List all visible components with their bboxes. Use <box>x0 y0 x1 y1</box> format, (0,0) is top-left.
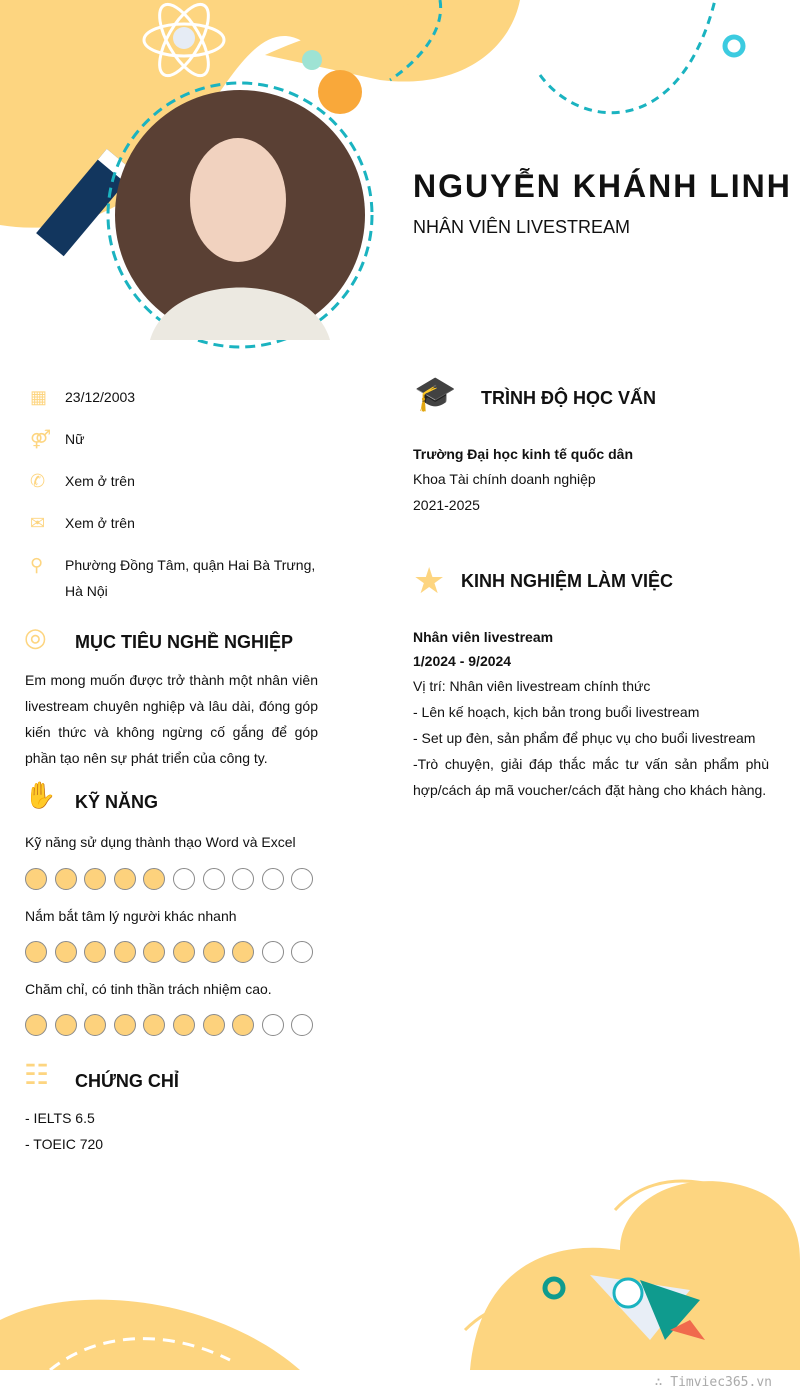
school-name: Trường Đại học kinh tế quốc dân <box>413 446 633 462</box>
experience-heading: KINH NGHIỆM LÀM VIỆC <box>461 571 674 591</box>
skills-heading: KỸ NĂNG <box>75 792 159 812</box>
rating-dot-filled <box>114 868 136 890</box>
rating-dot-filled <box>232 1014 254 1036</box>
certificate-item: - IELTS 6.5 <box>25 1110 95 1126</box>
watermark: ∴ Timviec365.vn <box>654 1375 772 1390</box>
rating-dot-filled <box>25 941 47 963</box>
rating-dot-filled <box>55 1014 77 1036</box>
certificates-heading: CHỨNG CHỈ <box>75 1071 179 1091</box>
rating-dot-empty <box>291 941 313 963</box>
job-description: Vị trí: Nhân viên livestream chính thức - Lên kế hoạch, kịch bản trong buổi livestream - Set up đèn, sản phẩm để phục vụ cho buổi livestream -Trò chuyện, giải đáp thắc mắc tư vấn sản phẩm phù hợp/cách áp mã voucher/cách đặt hàng cho khách hàng. <box>413 678 769 798</box>
rating-dot-filled <box>84 868 106 890</box>
objective-heading: MỤC TIÊU NGHỀ NGHIỆP <box>75 632 294 652</box>
gender-icon: ⚤ <box>30 429 52 449</box>
star-icon: ★ <box>413 560 446 601</box>
rating-dot-filled <box>143 1014 165 1036</box>
rating-dot-filled <box>114 1014 136 1036</box>
skill-rating <box>25 868 313 890</box>
rating-dot-filled <box>114 941 136 963</box>
skill-rating <box>25 941 313 963</box>
rating-dot-filled <box>232 941 254 963</box>
skill-label: Kỹ năng sử dụng thành thạo Word và Excel <box>25 834 296 850</box>
rating-dot-filled <box>55 868 77 890</box>
candidate-title: NHÂN VIÊN LIVESTREAM <box>413 217 631 237</box>
email-icon: ✉ <box>30 513 46 533</box>
graduation-cap-icon: 🎓 <box>414 375 457 413</box>
rating-dot-filled <box>84 941 106 963</box>
contact-info <box>30 384 350 620</box>
education-years: 2021-2025 <box>413 497 480 513</box>
rating-dot-empty <box>173 868 195 890</box>
skill-label: Chăm chỉ, có tinh thần trách nhiệm cao. <box>25 981 272 997</box>
rating-dot-filled <box>173 941 195 963</box>
skill-rating <box>25 1014 313 1036</box>
location-icon: ⚲ <box>30 555 44 575</box>
candidate-name: NGUYỄN KHÁNH LINH <box>413 168 792 204</box>
ring-icon <box>725 37 743 55</box>
rating-dot-filled <box>203 941 225 963</box>
job-period: 1/2024 - 9/2024 <box>413 653 512 669</box>
rating-dot-empty <box>291 868 313 890</box>
objective-text: Em mong muốn được trở thành một nhân viên livestream chuyên nghiệp và lâu dài, đóng góp kiến thức và không ngừng cố gắng để góp phần tạo nên sự phát triển của công ty. <box>25 672 318 766</box>
rating-dot-filled <box>143 941 165 963</box>
rating-dot-filled <box>55 941 77 963</box>
rating-dot-empty <box>203 868 225 890</box>
target-icon: ◎ <box>24 622 47 652</box>
rating-dot-filled <box>84 1014 106 1036</box>
rating-dot-filled <box>25 1014 47 1036</box>
phone: Xem ở trên <box>65 473 135 489</box>
skill-label: Nắm bắt tâm lý người khác nhanh <box>25 908 237 924</box>
email: Xem ở trên <box>65 515 135 531</box>
profile-photo <box>108 83 372 347</box>
phone-icon: ✆ <box>30 471 46 491</box>
rating-dot-empty <box>262 868 284 890</box>
rating-dot-empty <box>232 868 254 890</box>
rating-dot-empty <box>262 1014 284 1036</box>
birthday: 23/12/2003 <box>65 389 136 405</box>
gender: Nữ <box>65 431 85 447</box>
checklist-icon: ☷ <box>24 1059 50 1090</box>
rating-dot-filled <box>173 1014 195 1036</box>
faculty: Khoa Tài chính doanh nghiệp <box>413 471 596 487</box>
hand-icon: ✋ <box>24 780 57 810</box>
rating-dot-empty <box>262 941 284 963</box>
job-title: Nhân viên livestream <box>413 629 554 645</box>
rating-dot-filled <box>143 868 165 890</box>
certificate-item: - TOEIC 720 <box>25 1136 104 1152</box>
calendar-icon: ▦ <box>30 387 48 407</box>
address: Phường Đồng Tâm, quận Hai Bà Trưng, Hà Nội <box>65 557 316 599</box>
rating-dot-filled <box>25 868 47 890</box>
rating-dot-empty <box>291 1014 313 1036</box>
rating-dot-filled <box>203 1014 225 1036</box>
education-heading: TRÌNH ĐỘ HỌC VẤN <box>481 388 656 408</box>
